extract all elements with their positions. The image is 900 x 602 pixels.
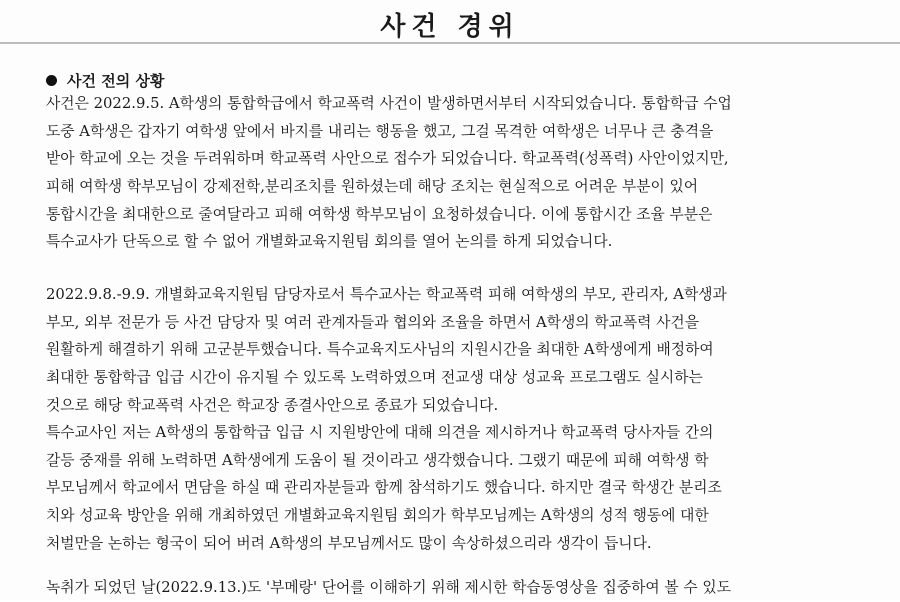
paragraph-line: 갈등 중재를 위해 노력하면 A학생에게 도움이 될 것이라고 생각했습니다. 그랬기 때문에 피해 여학생 학 [46, 451, 709, 469]
section-heading [46, 70, 164, 91]
paragraph-line: 2022.9.8.-9.9. 개별화교육지원팀 담당자로서 특수교사는 학교폭력 피해 여학생의 부모, 관리자, A학생과 [46, 286, 727, 303]
paragraph-1 [46, 90, 858, 256]
bullet-icon [46, 75, 57, 86]
paragraph-line: 도중 A학생은 갑자기 여학생 앞에서 바지를 내리는 행동을 했고, 그걸 목격한 여학생은 너무나 큰 충격을 [46, 122, 714, 140]
document-title: 사건 경위 [380, 12, 520, 42]
paragraph-line: 것으로 해당 학교폭력 사건은 학교장 종결사안으로 종료가 되었습니다. [46, 396, 499, 414]
paragraph-line: 받아 학교에 오는 것을 두려워하며 학교폭력 사안으로 접수가 되었습니다. 학교폭력(성폭력) 사안이었지만, [46, 150, 729, 168]
section-heading-label: 사건 전의 상황 [67, 72, 165, 90]
paragraph-line: 특수교사인 저는 A학생의 통합학급 입급 시 지원방안에 대해 의견을 제시하거나 학교폭력 당사자들 간의 [46, 424, 714, 441]
paragraph-line: 처벌만을 논하는 형국이 되어 버려 A학생의 부모님께서도 많이 속상하셨으리라 생각이 듭니다. [46, 534, 652, 552]
paragraph-line: 특수교사가 단독으로 할 수 없어 개별화교육지원팀 회의를 열어 논의를 하게 되었습니다. [46, 233, 613, 251]
title-divider [0, 42, 900, 44]
paragraph-line: 피해 여학생 학부모님이 강제전학,분리조치를 원하셨는데 해당 조치는 현실적으로 어려운 부분이 있어 [46, 178, 699, 196]
paragraph-line: 부모님께서 학교에서 면담을 하실 때 관리자분들과 함께 참석하기도 했습니다. 하지만 결국 학생간 분리조 [46, 479, 722, 497]
paragraph-line: 사건은 2022.9.5. A학생의 통합학급에서 학교폭력 사건이 발생하면서부터 시작되었습니다. 통합학급 수업 [46, 95, 732, 112]
paragraph-line: 원활하게 해결하기 위해 고군분투했습니다. 특수교육지도사님의 지원시간을 최대한 A학생에게 배정하여 [46, 341, 714, 359]
paragraph-2 [46, 281, 858, 419]
paragraph-line: 통합시간을 최대한으로 줄여달라고 피해 여학생 학부모님이 요청하셨습니다. 이에 통합시간 조율 부분은 [46, 205, 713, 223]
paragraph-4 [46, 574, 858, 602]
paragraph-line: 치와 성교육 방안을 위해 개최하였던 개별화교육지원팀 회의가 학부모님께는 A학생의 성적 행동에 대한 [46, 507, 709, 525]
paragraph-line: 부모, 외부 전문가 등 사건 담당자 및 여러 관계자들과 협의와 조율을 하면서 A학생의 학교폭력 사건을 [46, 313, 699, 331]
paragraph-line: 최대한 통합학급 입급 시간이 유지될 수 있도록 노력하였으며 전교생 대상 성교육 프로그램도 실시하는 [46, 369, 703, 387]
paragraph-line: 녹취가 되었던 날(2022.9.13.)도 '부메랑' 단어를 이해하기 위해 제시한 학습동영상을 집중하여 볼 수 있도 [46, 579, 732, 596]
paragraph-3 [46, 419, 858, 557]
